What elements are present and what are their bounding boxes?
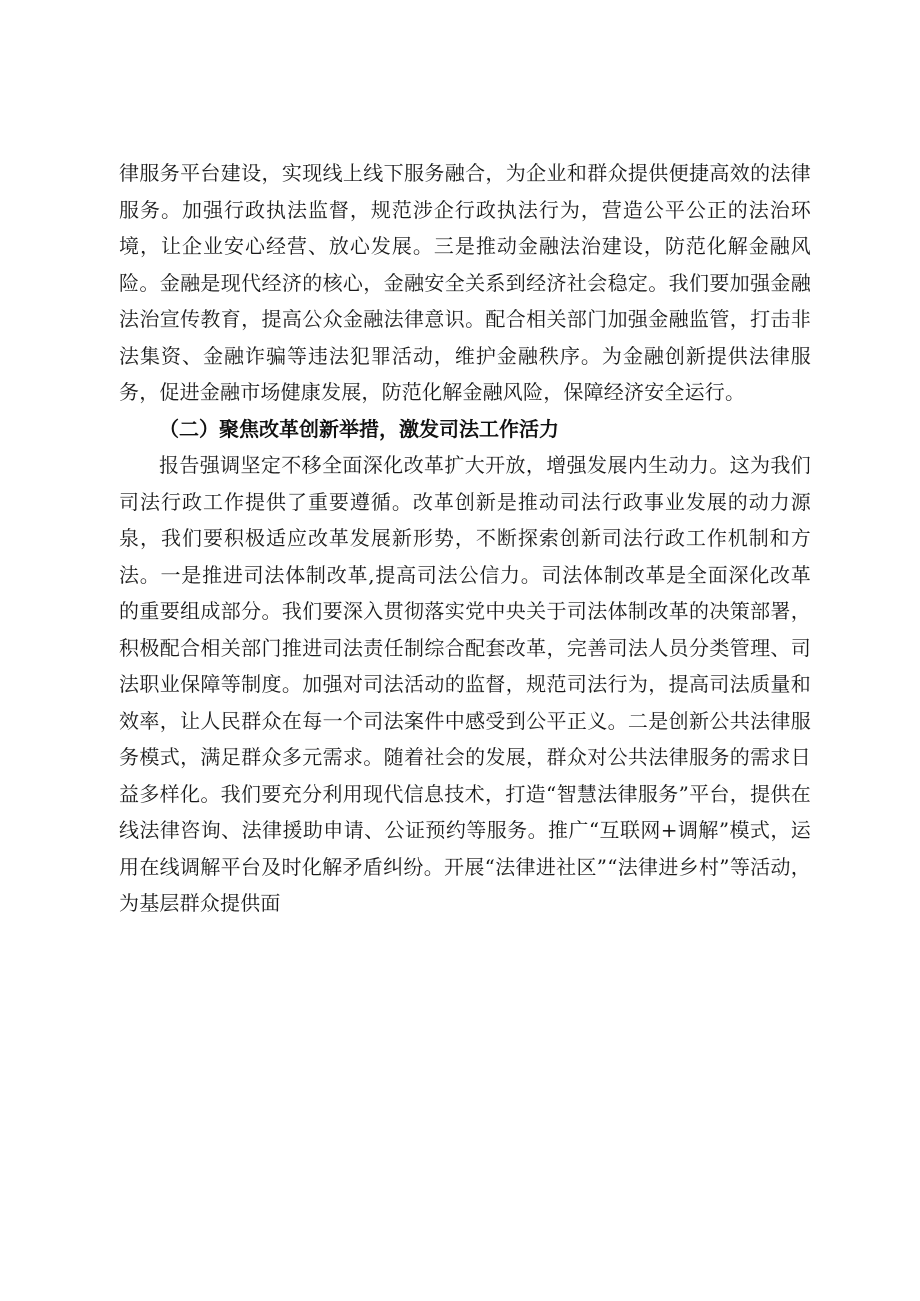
section-heading: （二）聚焦改革创新举措，激发司法工作活力 xyxy=(159,416,559,441)
document-body xyxy=(119,155,811,922)
body-paragraph-continued: 律服务平台建设，实现线上线下服务融合，为企业和群众提供便捷高效的法律服务。加强行政执法监督，规范涉企行政执法行为，营造公平公正的法治环境，让企业安心经营、放心发展。三是推动金融法治建设，防范化解金融风险。金融是现代经济的核心，金融安全关系到经济社会稳定。我们要加强金融法治宣传教育，提高公众金融法律意识。配合相关部门加强金融监管，打击非法集资、金融诈骗等违法犯罪活动，维护金融秩序。为金融创新提供法律服务，促进金融市场健康发展，防范化解金融风险，保障经济安全运行。 xyxy=(119,161,811,404)
body-paragraph: 报告强调坚定不移全面深化改革扩大开放，增强发展内生动力。这为我们司法行政工作提供了重要遵循。改革创新是推动司法行政事业发展的动力源泉，我们要积极适应改革发展新形势，不断探索创新司法行政工作机制和方法。一是推进司法体制改革,提高司法公信力。司法体制改革是全面深化改革的重要组成部分。我们要深入贯彻落实党中央关于司法体制改革的决策部署，积极配合相关部门推进司法责任制综合配套改革，完善司法人员分类管理、司法职业保障等制度。加强对司法活动的监督，规范司法行为，提高司法质量和效率，让人民群众在每一个司法案件中感受到公平正义。二是创新公共法律服务模式，满足群众多元需求。随着社会的发展，群众对公共法律服务的需求日益多样化。我们要充分利用现代信息技术，打造“智慧法律服务”平台，提供在线法律咨询、法律援助申请、公证预约等服务。推广“互联网+调解”模式，运用在线调解平台及时化解矛盾纠纷。开展“法律进社区”“法律进乡村”等活动，为基层群众提供面 xyxy=(119,453,811,915)
